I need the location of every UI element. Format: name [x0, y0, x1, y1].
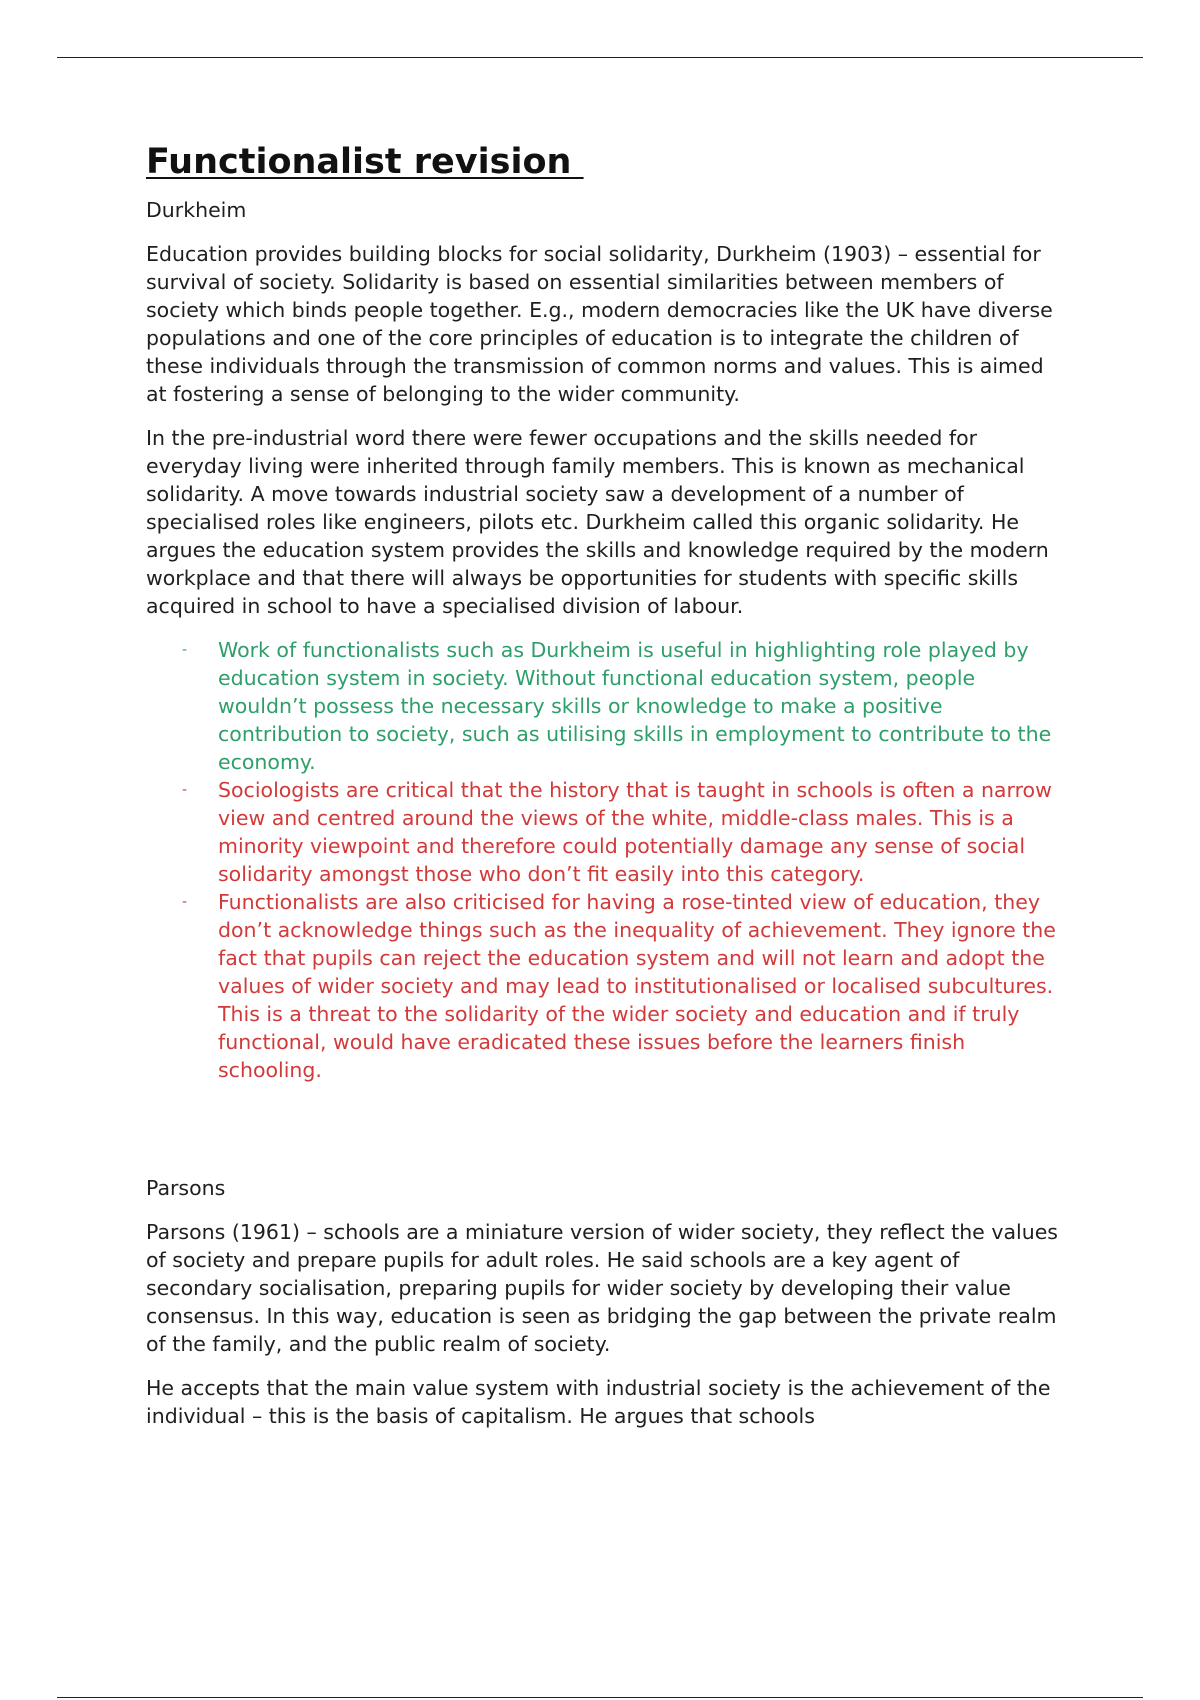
- document-body: [146, 140, 1066, 1446]
- list-item-positive-evaluation: [182, 636, 1066, 776]
- section-durkheim: [146, 196, 1066, 1084]
- page-bottom-rule: [57, 1697, 1143, 1698]
- paragraph: Parsons (1961) – schools are a miniature version of wider society, they reflect the values of society and prepare pupils for adult roles. He said schools are a key agent of secondary socialisation, preparing pupils for wider society by developing their value consensus. In this way, education is seen as bridging the gap between the private realm of the family, and the public realm of society.: [146, 1220, 1058, 1356]
- paragraph: Education provides building blocks for social solidarity, Durkheim (1903) – essential for survival of society. Solidarity is based on essential similarities between members of society which binds people together. E.g., modern democracies like the UK have diverse populations and one of the core principles of education is to integrate the children of these individuals through the transmission of common norms and values. This is aimed at fostering a sense of belonging to the wider community.: [146, 242, 1053, 406]
- list-item-text: Work of functionalists such as Durkheim is useful in highlighting role played by education system in society. Without functional education system, people wouldn’t possess the necessary skills or knowledge to make a positive contribution to society, such as utilising skills in employment to contribute to the economy.: [218, 638, 1052, 774]
- paragraph: In the pre-industrial word there were fewer occupations and the skills needed for everyday living were inherited through family members. This is known as mechanical solidarity. A move towards industrial society saw a development of a number of specialised roles like engineers, pilots etc. Durkheim called this organic solidarity. He argues the education system provides the skills and knowledge required by the modern workplace and that there will always be opportunities for students with specific skills acquired in school to have a specialised division of labour.: [146, 426, 1049, 618]
- section-spacer: [146, 1084, 1066, 1174]
- page-title: Functionalist revision: [146, 142, 584, 182]
- list-item-criticism: [182, 888, 1066, 1084]
- list-item-criticism: [182, 776, 1066, 888]
- list-item-text: Functionalists are also criticised for having a rose-tinted view of education, they don’t acknowledge things such as the inequality of achievement. They ignore the fact that pupils can reject the education system and will not learn and adopt the values of wider society and may lead to institutionalised or localised subcultures. This is a threat to the solidarity of the wider society and education and if truly functional, would have eradicated these issues before the learners finish schooling.: [218, 890, 1056, 1082]
- bullet-dash-icon: -: [182, 894, 188, 910]
- page-top-rule: [57, 57, 1143, 58]
- paragraph: He accepts that the main value system with industrial society is the achievement of the individual – this is the basis of capitalism. He argues that schools: [146, 1376, 1051, 1428]
- section-parsons: [146, 1174, 1066, 1430]
- section-heading: Durkheim: [146, 198, 247, 222]
- evaluation-bullet-list: [146, 636, 1066, 1084]
- bullet-dash-icon: -: [182, 642, 188, 658]
- bullet-dash-icon: -: [182, 782, 188, 798]
- section-heading: Parsons: [146, 1176, 226, 1200]
- list-item-text: Sociologists are critical that the history that is taught in schools is often a narrow view and centred around the views of the white, middle-class males. This is a minority viewpoint and therefore could potentially damage any sense of social solidarity amongst those who don’t fit easily into this category.: [218, 778, 1052, 886]
